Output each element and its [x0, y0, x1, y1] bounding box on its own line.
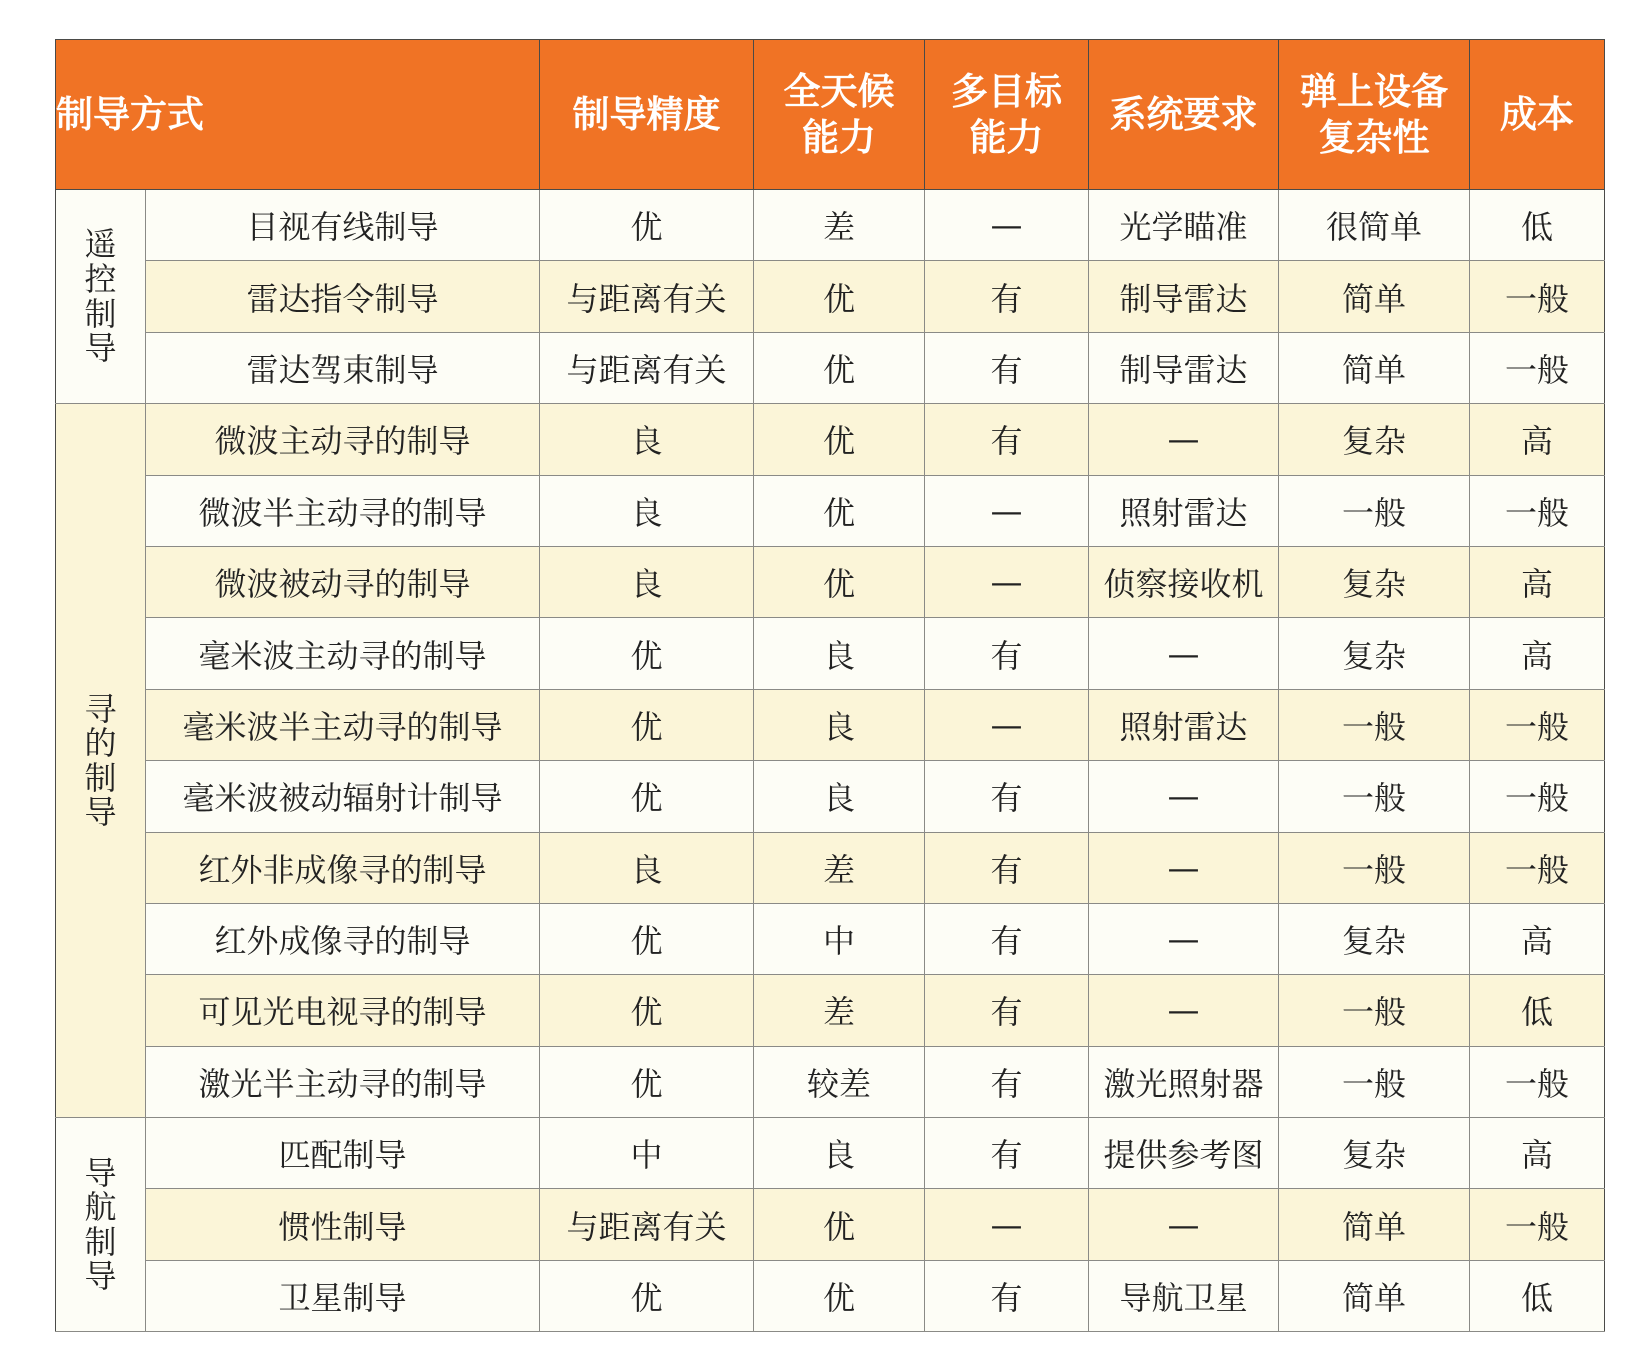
cell-all-weather: 良 — [754, 689, 925, 760]
cell-onboard-complexity: 很简单 — [1279, 190, 1470, 261]
table-row — [56, 1118, 1605, 1189]
cell-multi-target: 有 — [925, 761, 1089, 832]
cell-onboard-complexity: 复杂 — [1279, 618, 1470, 689]
group-label-navigation — [56, 1118, 146, 1332]
cell-method: 毫米波半主动寻的制导 — [146, 689, 540, 760]
cell-system-req: 光学瞄准 — [1089, 190, 1279, 261]
cell-multi-target: 有 — [925, 332, 1089, 403]
cell-precision: 优 — [540, 689, 754, 760]
cell-method: 微波主动寻的制导 — [146, 404, 540, 475]
cell-all-weather: 优 — [754, 261, 925, 332]
table-row — [56, 546, 1605, 617]
header-all-weather: 全天候 能力 — [754, 40, 925, 190]
table-row — [56, 618, 1605, 689]
cell-precision: 中 — [540, 1118, 754, 1189]
cell-all-weather: 优 — [754, 546, 925, 617]
cell-multi-target: — — [925, 546, 1089, 617]
table-row — [56, 761, 1605, 832]
cell-multi-target: 有 — [925, 404, 1089, 475]
cell-multi-target: 有 — [925, 903, 1089, 974]
cell-precision: 与距离有关 — [540, 261, 754, 332]
group-label-text: 寻的制导 — [84, 689, 117, 832]
cell-precision: 优 — [540, 1260, 754, 1331]
group-label-remote-control — [56, 190, 146, 404]
cell-all-weather: 良 — [754, 761, 925, 832]
cell-method: 卫星制导 — [146, 1260, 540, 1331]
cell-multi-target: 有 — [925, 1046, 1089, 1117]
cell-all-weather: 差 — [754, 975, 925, 1046]
cell-multi-target: 有 — [925, 975, 1089, 1046]
cell-onboard-complexity: 一般 — [1279, 832, 1470, 903]
cell-cost: 一般 — [1470, 689, 1605, 760]
cell-multi-target: 有 — [925, 1260, 1089, 1331]
table-row — [56, 1260, 1605, 1331]
cell-system-req: 制导雷达 — [1089, 261, 1279, 332]
cell-system-req: — — [1089, 832, 1279, 903]
cell-precision: 优 — [540, 190, 754, 261]
cell-all-weather: 优 — [754, 1260, 925, 1331]
cell-cost: 高 — [1470, 618, 1605, 689]
cell-method: 毫米波被动辐射计制导 — [146, 761, 540, 832]
cell-system-req: — — [1089, 903, 1279, 974]
cell-onboard-complexity: 复杂 — [1279, 903, 1470, 974]
cell-onboard-complexity: 复杂 — [1279, 1118, 1470, 1189]
cell-all-weather: 良 — [754, 618, 925, 689]
cell-all-weather: 优 — [754, 404, 925, 475]
cell-all-weather: 优 — [754, 475, 925, 546]
cell-precision: 优 — [540, 903, 754, 974]
cell-all-weather: 差 — [754, 832, 925, 903]
table-body — [56, 190, 1605, 1332]
header-precision: 制导精度 — [540, 40, 754, 190]
cell-system-req: 照射雷达 — [1089, 475, 1279, 546]
header-multi-target: 多目标 能力 — [925, 40, 1089, 190]
group-label-homing — [56, 404, 146, 1118]
table-row — [56, 832, 1605, 903]
cell-system-req: — — [1089, 1189, 1279, 1260]
cell-cost: 低 — [1470, 1260, 1605, 1331]
cell-multi-target: 有 — [925, 261, 1089, 332]
cell-all-weather: 优 — [754, 332, 925, 403]
cell-cost: 高 — [1470, 903, 1605, 974]
cell-system-req: 激光照射器 — [1089, 1046, 1279, 1117]
cell-cost: 一般 — [1470, 1189, 1605, 1260]
table-row — [56, 903, 1605, 974]
cell-onboard-complexity: 复杂 — [1279, 546, 1470, 617]
cell-cost: 一般 — [1470, 761, 1605, 832]
cell-precision: 良 — [540, 832, 754, 903]
header-onboard-complexity: 弹上设备 复杂性 — [1279, 40, 1470, 190]
cell-method: 惯性制导 — [146, 1189, 540, 1260]
cell-onboard-complexity: 一般 — [1279, 761, 1470, 832]
cell-precision: 与距离有关 — [540, 1189, 754, 1260]
table-row — [56, 332, 1605, 403]
cell-method: 微波半主动寻的制导 — [146, 475, 540, 546]
table-header-row — [56, 40, 1605, 190]
cell-cost: 一般 — [1470, 1046, 1605, 1117]
cell-method: 目视有线制导 — [146, 190, 540, 261]
cell-onboard-complexity: 一般 — [1279, 689, 1470, 760]
cell-onboard-complexity: 一般 — [1279, 975, 1470, 1046]
cell-cost: 低 — [1470, 190, 1605, 261]
cell-multi-target: — — [925, 190, 1089, 261]
group-label-text: 导航制导 — [84, 1153, 117, 1296]
cell-cost: 一般 — [1470, 475, 1605, 546]
cell-cost: 高 — [1470, 1118, 1605, 1189]
cell-cost: 高 — [1470, 404, 1605, 475]
cell-all-weather: 良 — [754, 1118, 925, 1189]
table-row — [56, 190, 1605, 261]
cell-method: 可见光电视寻的制导 — [146, 975, 540, 1046]
cell-onboard-complexity: 简单 — [1279, 332, 1470, 403]
cell-cost: 高 — [1470, 546, 1605, 617]
table-row — [56, 1046, 1605, 1117]
cell-onboard-complexity: 复杂 — [1279, 404, 1470, 475]
cell-method: 匹配制导 — [146, 1118, 540, 1189]
cell-onboard-complexity: 一般 — [1279, 475, 1470, 546]
table-row — [56, 261, 1605, 332]
cell-method: 雷达指令制导 — [146, 261, 540, 332]
cell-precision: 良 — [540, 404, 754, 475]
cell-precision: 良 — [540, 546, 754, 617]
table-row — [56, 475, 1605, 546]
cell-system-req: 制导雷达 — [1089, 332, 1279, 403]
cell-precision: 优 — [540, 975, 754, 1046]
cell-all-weather: 差 — [754, 190, 925, 261]
cell-all-weather: 优 — [754, 1189, 925, 1260]
cell-method: 毫米波主动寻的制导 — [146, 618, 540, 689]
header-system-requirement: 系统要求 — [1089, 40, 1279, 190]
cell-cost: 一般 — [1470, 832, 1605, 903]
cell-method: 雷达驾束制导 — [146, 332, 540, 403]
table-row — [56, 1189, 1605, 1260]
cell-precision: 优 — [540, 1046, 754, 1117]
cell-system-req: — — [1089, 404, 1279, 475]
cell-multi-target: 有 — [925, 618, 1089, 689]
cell-multi-target: — — [925, 475, 1089, 546]
cell-multi-target: 有 — [925, 1118, 1089, 1189]
cell-cost: 低 — [1470, 975, 1605, 1046]
cell-multi-target: — — [925, 689, 1089, 760]
cell-system-req: 照射雷达 — [1089, 689, 1279, 760]
cell-method: 红外成像寻的制导 — [146, 903, 540, 974]
cell-method: 微波被动寻的制导 — [146, 546, 540, 617]
cell-precision: 优 — [540, 618, 754, 689]
cell-system-req: — — [1089, 761, 1279, 832]
cell-method: 激光半主动寻的制导 — [146, 1046, 540, 1117]
cell-system-req: 提供参考图 — [1089, 1118, 1279, 1189]
table-row — [56, 975, 1605, 1046]
cell-precision: 与距离有关 — [540, 332, 754, 403]
table-row — [56, 404, 1605, 475]
group-label-text: 遥控制导 — [84, 225, 117, 368]
cell-method: 红外非成像寻的制导 — [146, 832, 540, 903]
header-cost: 成本 — [1470, 40, 1605, 190]
cell-onboard-complexity: 简单 — [1279, 261, 1470, 332]
cell-multi-target: 有 — [925, 832, 1089, 903]
cell-system-req: — — [1089, 975, 1279, 1046]
cell-precision: 良 — [540, 475, 754, 546]
cell-all-weather: 中 — [754, 903, 925, 974]
header-method: 制导方式 — [56, 40, 540, 190]
cell-system-req: — — [1089, 618, 1279, 689]
cell-multi-target: — — [925, 1189, 1089, 1260]
cell-cost: 一般 — [1470, 332, 1605, 403]
table-row — [56, 689, 1605, 760]
cell-onboard-complexity: 简单 — [1279, 1189, 1470, 1260]
cell-system-req: 侦察接收机 — [1089, 546, 1279, 617]
cell-onboard-complexity: 一般 — [1279, 1046, 1470, 1117]
guidance-comparison-table — [55, 39, 1605, 1332]
cell-cost: 一般 — [1470, 261, 1605, 332]
cell-onboard-complexity: 简单 — [1279, 1260, 1470, 1331]
cell-precision: 优 — [540, 761, 754, 832]
cell-system-req: 导航卫星 — [1089, 1260, 1279, 1331]
cell-all-weather: 较差 — [754, 1046, 925, 1117]
